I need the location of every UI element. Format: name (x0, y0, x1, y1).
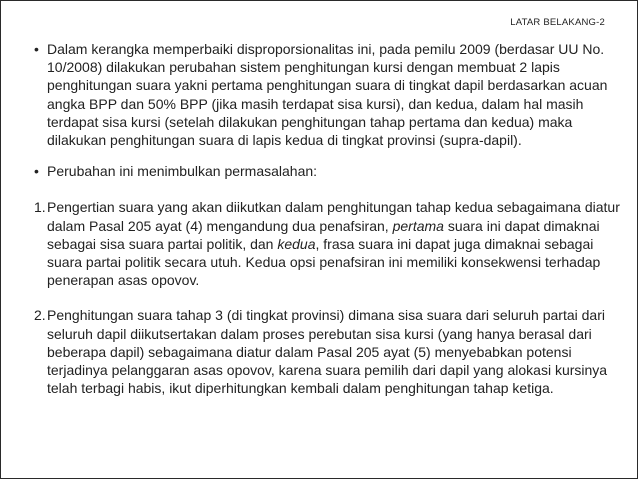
numbered-item-1-text-a: Pengertian suara yang akan diikutkan dalam penghitungan tahap kedua sebagaimana diatur dalam Pasal 205 ayat (4) mengandung dua penafsiran, (47, 199, 620, 234)
bullet-problems-intro: • Perubahan ini menimbulkan permasalahan: (34, 162, 626, 180)
numbered-item-1 (34, 198, 626, 289)
numbered-item-2-number: 2. (34, 307, 46, 324)
slide-content (34, 40, 626, 397)
numbered-item-1-emphasis-kedua: kedua (277, 235, 316, 252)
numbered-item-1-emphasis-pertama: pertama (392, 217, 444, 234)
numbered-item-2 (34, 306, 626, 397)
numbered-item-1-text-b: suara ini dapat dimaknai sebagai sisa suara partai politik, dan (47, 217, 600, 252)
slide-header-label: LATAR BELAKANG-2 (510, 17, 605, 28)
numbered-item-1-number: 1. (34, 199, 46, 216)
numbered-item-1-text-c: , frasa suara ini dapat juga dimaknai sebagai suara partai politik secara utuh. Kedua opsi penafsiran ini memiliki konsekwensi terhadap penerapan asas opovov. (47, 235, 601, 289)
numbered-item-2-text: Penghitungan suara tahap 3 (di tingkat provinsi) dimana sisa suara dari seluruh partai dari seluruh dapil diikutsertakan dalam proses perebutan sisa kursi (yang hanya berasal dari beberapa dapil) sebagaimana diatur dalam Pasal 205 ayat (5) menyebabkan potensi terjadinya pelanggaran asas opovov, karena suara pemilih dari dapil yang alokasi kursinya telah terbagi habis, ikut diperhitungkan kembali dalam penghitungan tahap ketiga. (47, 307, 608, 397)
bullet-disproportionality: • Dalam kerangka memperbaiki disproporsionalitas ini, pada pemilu 2009 (berdasar UU No. 10/2008) dilakukan perubahan sistem penghitungan kursi dengan membuat 2 lapis penghitungan suara yakni pertama penghitungan suara di tingkat dapil berdasarkan acuan angka BPP dan 50% BPP (jika masih terdapat sisa kursi), dan kedua, dalam hal masih terdapat sisa kursi (setelah dilakukan penghitungan tahap pertama dan kedua) maka dilakukan penghitungan suara di lapis kedua di tingkat provinsi (supra-dapil). (34, 40, 626, 149)
